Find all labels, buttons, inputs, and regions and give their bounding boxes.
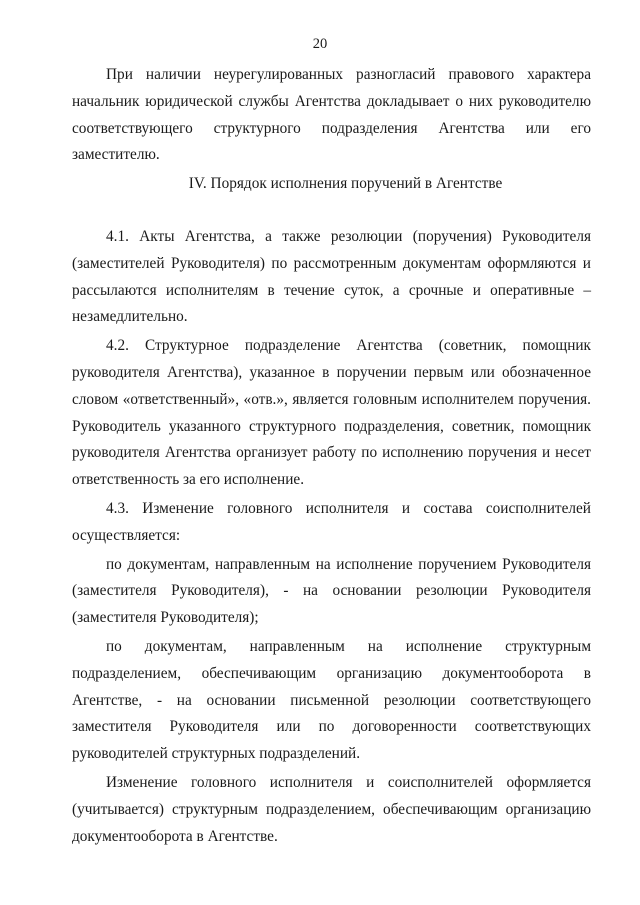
paragraph-4-3: 4.3. Изменение головного исполнителя и состава соисполнителей осуществляется:: [72, 499, 591, 544]
paragraph-4-2: 4.2. Структурное подразделение Агентства (советник, помощник руководителя Агентства), указанное в поручении первым или обозначенное словом «ответственный», «отв.», является головным исполнителем поручения. Руководитель указанного структурного подразделения, советник, помощник руководителя Агентства организует работу по исполнению поручения и несет ответственность за его исполнение.: [72, 337, 591, 489]
intro-paragraph: При наличии неурегулированных разногласий правового характера начальник юридической службы Агентства докладывает о них руководителю соответствующего структурного подразделения Агентства или его заместителю.: [72, 66, 591, 164]
paragraph-4-1: 4.1. Акты Агентства, а также резолюции (поручения) Руководителя (заместителей Руководителя) по рассмотренным документам оформляются и рассылаются исполнителям в течение суток, а срочные и оперативные – незамедлительно.: [72, 227, 591, 326]
page-number: 20: [312, 36, 328, 52]
section-spacer: [72, 198, 591, 224]
document-body: [72, 62, 591, 850]
section-heading: IV. Порядок исполнения поручений в Агентстве: [188, 175, 503, 193]
paragraph-by-management-order: по документам, направленным на исполнение поручением Руководителя (заместителя Руководителя), - на основании резолюции Руководителя (заместителя Руководителя);: [72, 555, 591, 627]
paragraph-by-document-flow-unit: по документам, направленным на исполнение структурным подразделением, обеспечивающим организацию документооборота в Агентстве, - на основании письменной резолюции соответствующего заместителя Руководителя или по договоренности соответствующих руководителей структурных подразделений.: [72, 637, 591, 763]
paragraph-change-registration: Изменение головного исполнителя и соисполнителей оформляется (учитывается) структурным подразделением, обеспечивающим организацию документооборота в Агентстве.: [72, 773, 591, 845]
